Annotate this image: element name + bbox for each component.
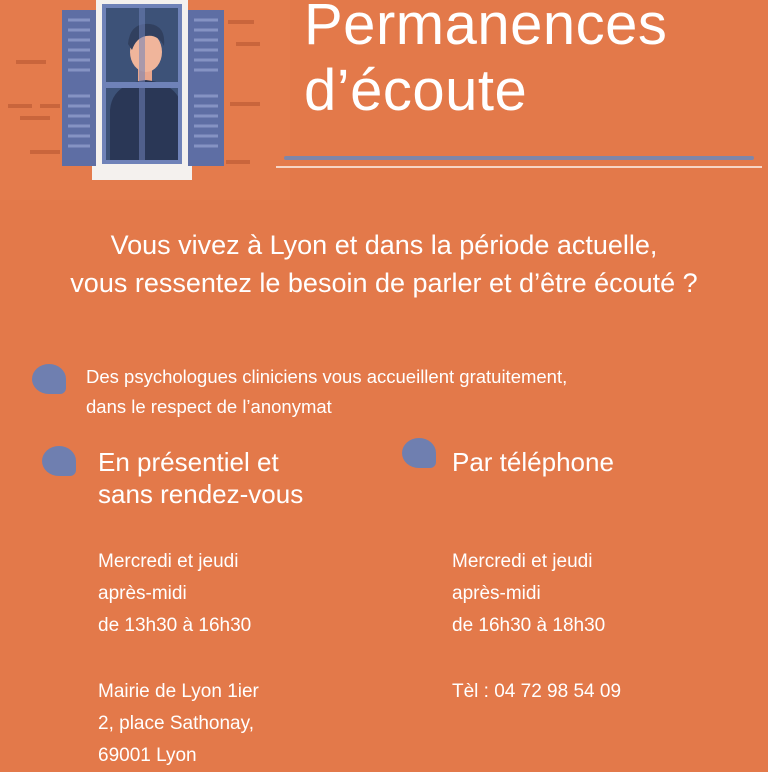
address-line-3: 69001 Lyon <box>98 745 197 766</box>
intro-line-1: Des psychologues cliniciens vous accueillent gratuitement, <box>86 366 568 387</box>
page-title <box>304 0 667 124</box>
in-person-heading <box>98 446 303 510</box>
title-underline <box>284 156 754 160</box>
speech-bubble-icon <box>32 364 66 394</box>
person-at-window-illustration <box>0 0 290 200</box>
intro-line-2: dans le respect de l’anonymat <box>86 396 332 417</box>
in-person-heading-line-1: En présentiel et <box>98 447 279 477</box>
phone-heading-text: Par téléphone <box>452 447 614 477</box>
subtitle <box>0 226 768 302</box>
title-underline-thin <box>276 166 762 168</box>
subtitle-line-1: Vous vivez à Lyon et dans la période actuelle, <box>110 230 658 260</box>
phone-hours: de 16h30 à 18h30 <box>452 615 606 636</box>
title-line-1: Permanences <box>304 0 668 57</box>
intro-text <box>86 362 567 422</box>
in-person-address <box>98 676 259 772</box>
speech-bubble-icon <box>402 438 436 468</box>
speech-bubble-icon <box>42 446 76 476</box>
in-person-heading-line-2: sans rendez-vous <box>98 479 304 509</box>
phone-schedule <box>452 546 605 642</box>
phone-heading <box>452 446 614 478</box>
phone-number: Tèl : 04 72 98 54 09 <box>452 681 622 702</box>
address-line-2: 2, place Sathonay, <box>98 713 254 734</box>
phone-contact <box>452 676 621 708</box>
address-line-1: Mairie de Lyon 1ier <box>98 681 259 702</box>
subtitle-line-2: vous ressentez le besoin de parler et d’être écouté ? <box>70 268 698 298</box>
in-person-period: après-midi <box>98 583 187 604</box>
in-person-hours: de 13h30 à 16h30 <box>98 615 252 636</box>
phone-days: Mercredi et jeudi <box>452 551 593 572</box>
phone-period: après-midi <box>452 583 541 604</box>
in-person-days: Mercredi et jeudi <box>98 551 239 572</box>
in-person-schedule <box>98 546 251 642</box>
title-line-2: d’écoute <box>304 58 528 123</box>
